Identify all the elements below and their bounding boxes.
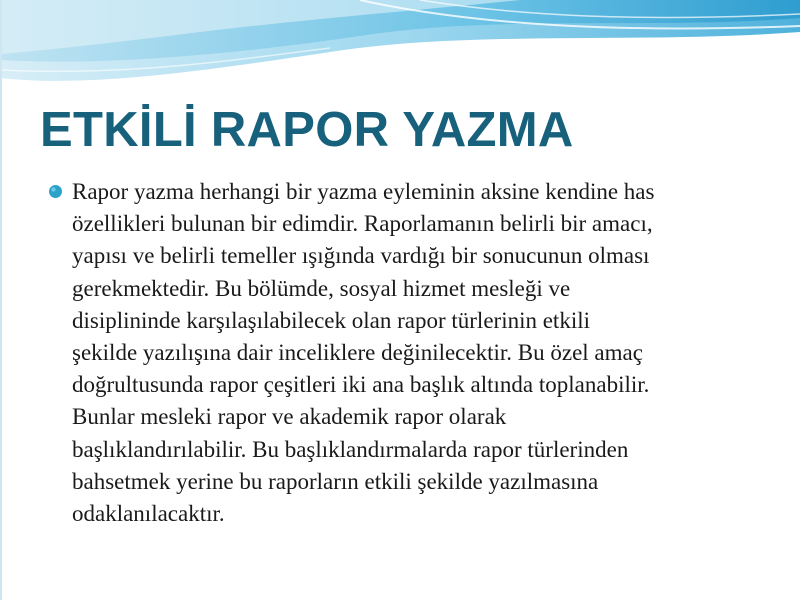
bullet-item [48,176,788,530]
header-wave-decoration [0,0,800,92]
slide-title: ETKİLİ RAPOR YAZMA [40,103,574,157]
disc-bullet-icon [48,184,63,199]
paragraph-line: yapısı ve belirli temeller ışığında vardığı bir sonucunun olması [72,243,650,269]
paragraph-line: şekilde yazılışına dair inceliklere değinilecektir. Bu özel amaç [72,340,643,366]
paragraph-line: gerekmektedir. Bu bölümde, sosyal hizmet mesleği ve [72,275,571,301]
paragraph-line: Rapor yazma herhangi bir yazma eyleminin aksine kendine has [72,179,655,204]
paragraph-line: Bunlar mesleki rapor ve akademik rapor olarak [72,404,507,430]
paragraph-line: disiplininde karşılaşılabilecek olan rapor türlerinin etkili [72,307,590,333]
paragraph-line: başlıklandırılabilir. Bu başlıklandırmalarda rapor türlerinden [72,436,629,462]
paragraph-line: doğrultusunda rapor çeşitleri iki ana başlık altında toplanabilir. [72,372,650,398]
slide-body [48,176,788,530]
paragraph-line: bahsetmek yerine bu raporların etkili şekilde yazılmasına [72,468,599,494]
bullet-paragraph [72,176,788,530]
slide-left-border [0,0,2,600]
paragraph-line: odaklanılacaktır. [72,501,225,527]
paragraph-line: özellikleri bulunan bir edimdir. Raporlamanın belirli bir amacı, [72,211,653,237]
